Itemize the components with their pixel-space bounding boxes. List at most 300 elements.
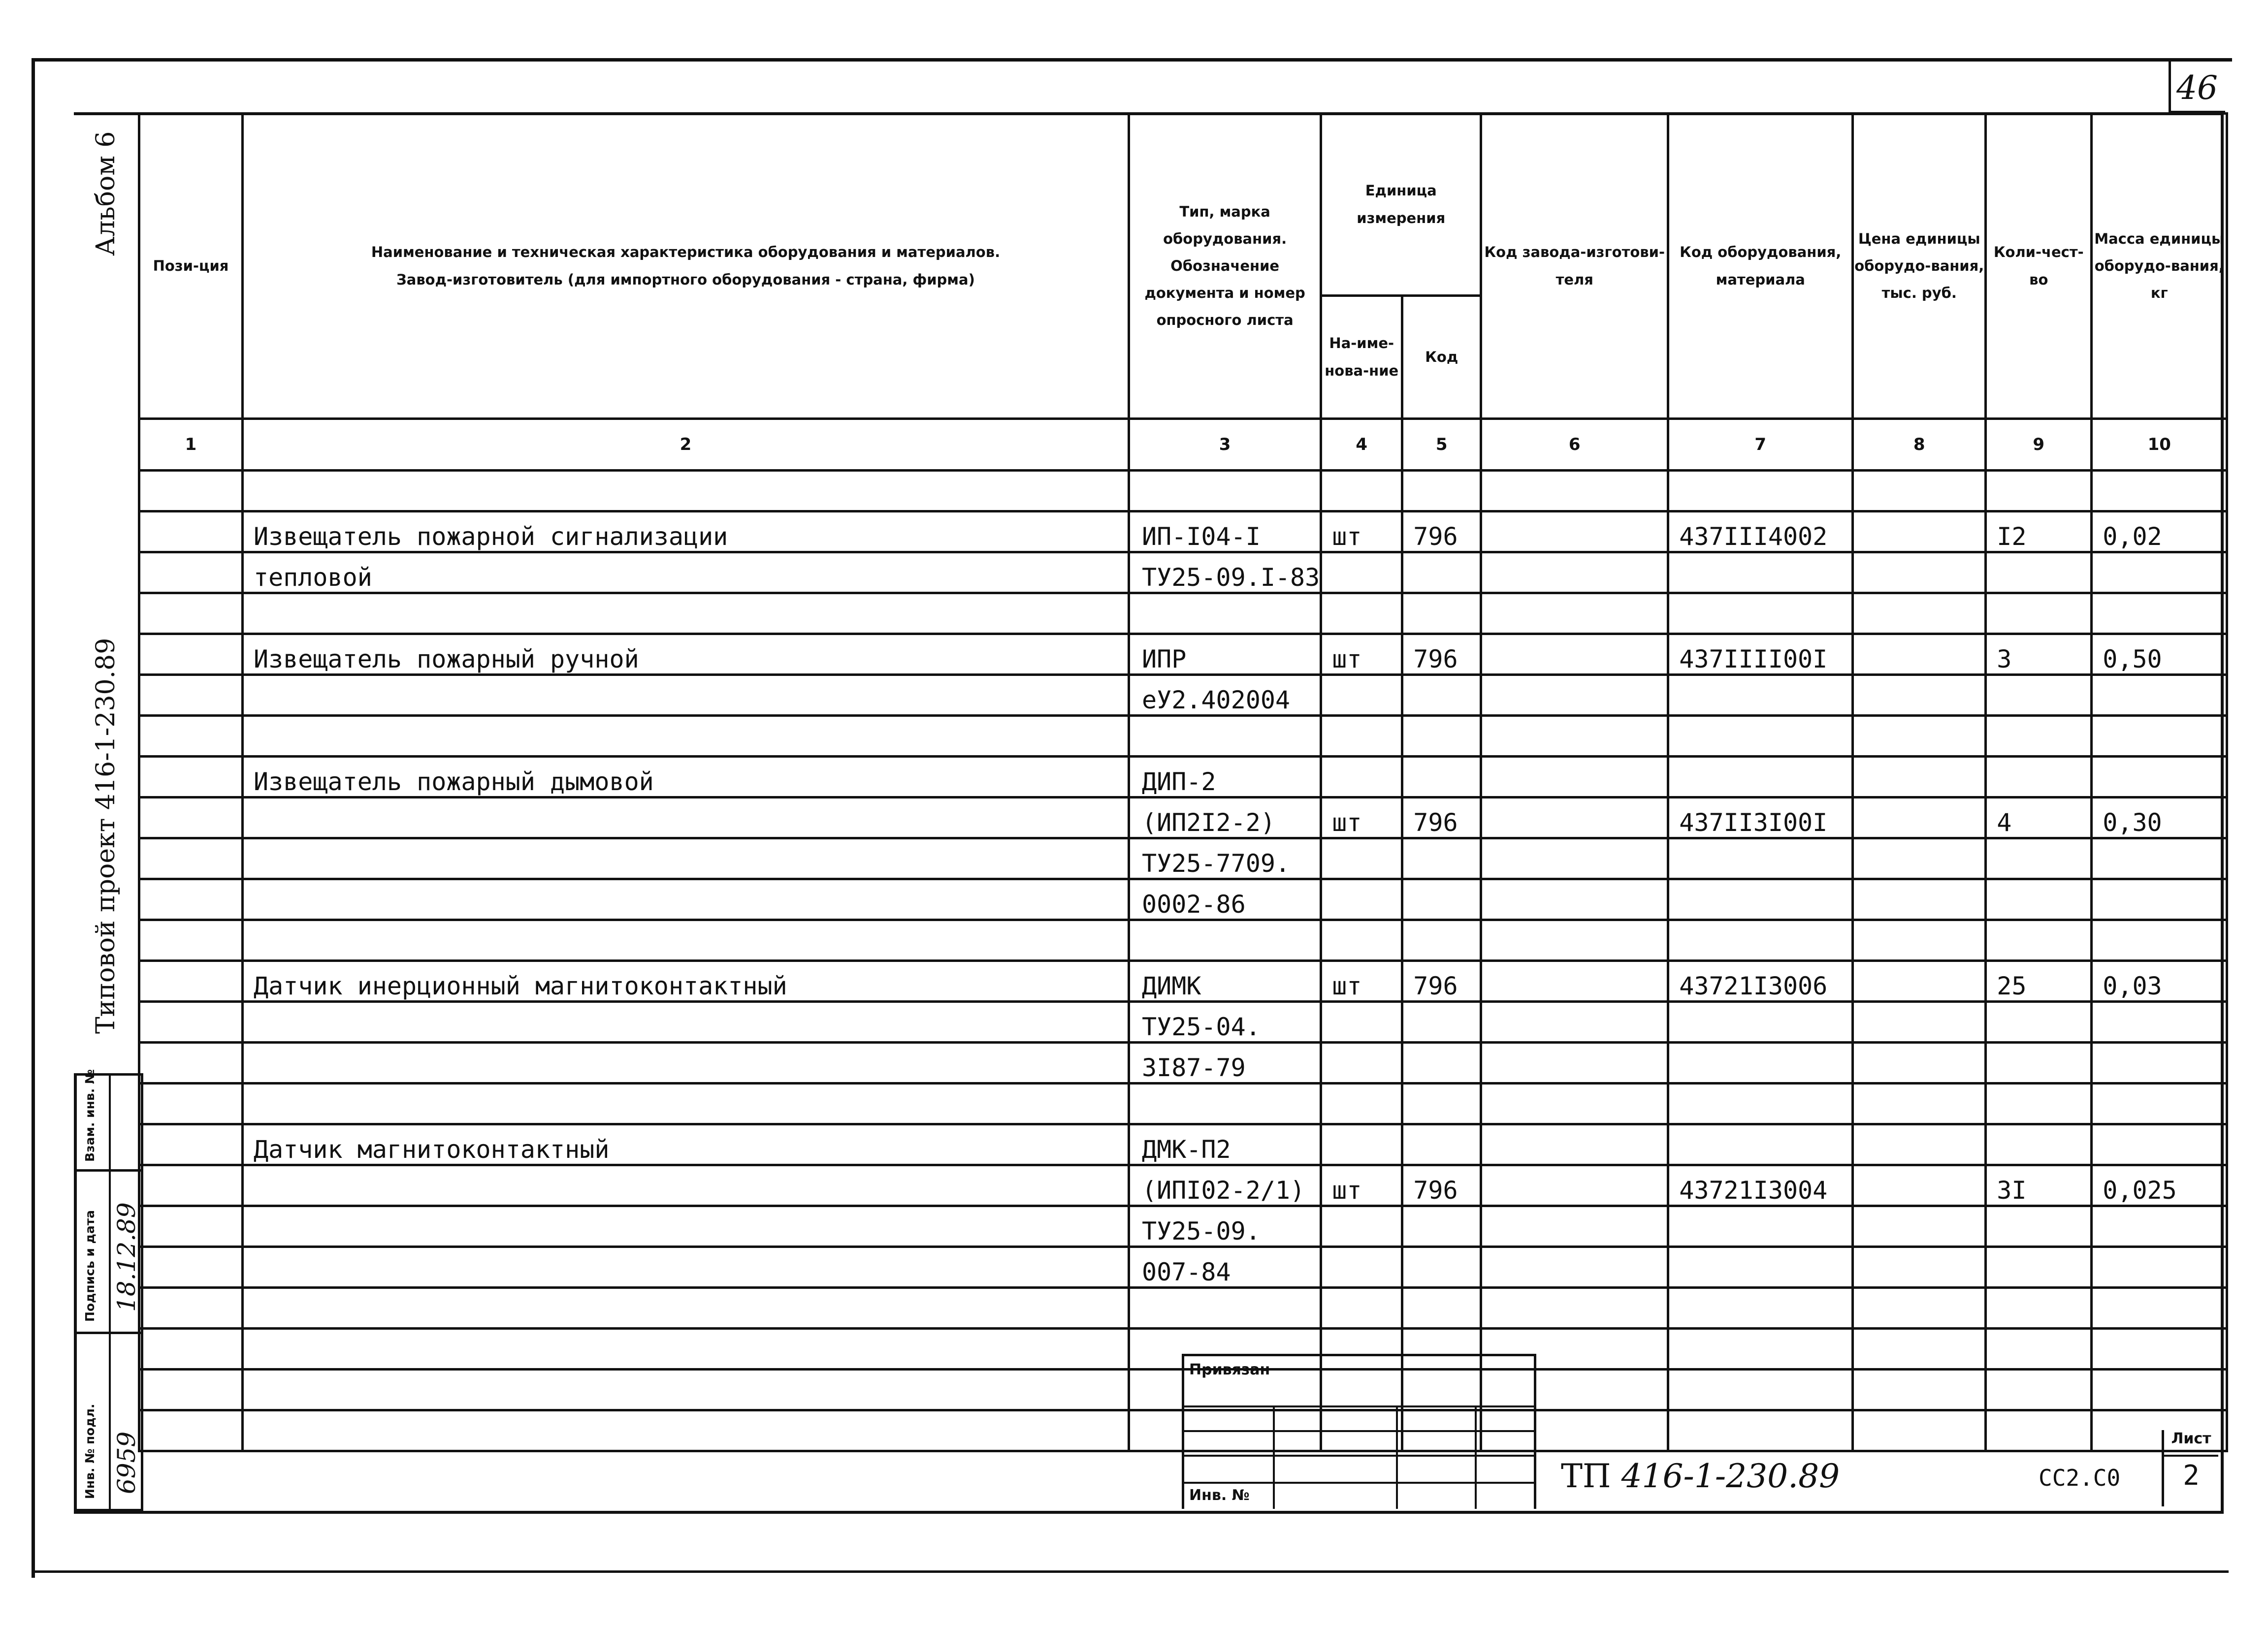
- cell-pos: [139, 961, 243, 1002]
- cell-ecode: [1668, 1002, 1853, 1043]
- cell-qty: [1986, 1002, 2092, 1043]
- cell-qty: 25: [1986, 961, 2092, 1002]
- cell-type: [1129, 1084, 1321, 1124]
- table-row: [139, 1165, 2227, 1206]
- cell-price: [1853, 838, 1986, 879]
- cell-ecode: 43721I3004: [1668, 1165, 1853, 1206]
- cell-code: [1402, 1124, 1481, 1165]
- header-unit-name: На-име-нова-ние: [1321, 296, 1402, 419]
- cell-pos: [139, 1410, 243, 1451]
- cell-name: [243, 1002, 1129, 1043]
- cell-mass: [2092, 757, 2227, 798]
- header-unit: Единица измерения: [1321, 114, 1481, 296]
- cell-name: Извещатель пожарной сигнализации: [243, 511, 1129, 552]
- cell-pos: [139, 879, 243, 920]
- cell-code: [1402, 593, 1481, 634]
- header-mass: Масса единицы оборудо-вания, кг: [2092, 114, 2227, 419]
- cell-ecode: 437II3I00I: [1668, 798, 1853, 838]
- table-row: [139, 1247, 2227, 1288]
- cell-ecode: [1668, 716, 1853, 757]
- table-row: [139, 1002, 2227, 1043]
- cell-mass: 0,30: [2092, 798, 2227, 838]
- cell-price: [1853, 471, 1986, 511]
- cell-qty: [1986, 838, 2092, 879]
- cell-type: 0002-86: [1129, 879, 1321, 920]
- cell-qty: [1986, 1043, 2092, 1084]
- cell-type: ТУ25-09.: [1129, 1206, 1321, 1247]
- cell-name: тепловой: [243, 552, 1129, 593]
- cell-mass: [2092, 1043, 2227, 1084]
- table-row: [139, 1124, 2227, 1165]
- cell-pos: [139, 1124, 243, 1165]
- outer-frame-bottom: [32, 1570, 2229, 1573]
- header-equip-code: Код оборудования, материала: [1668, 114, 1853, 419]
- cell-pos: [139, 511, 243, 552]
- cell-fcode: [1481, 838, 1668, 879]
- header-factory-code: Код завода-изготови-теля: [1481, 114, 1668, 419]
- cell-mass: 0,50: [2092, 634, 2227, 675]
- cell-price: [1853, 1329, 1986, 1370]
- binding-stamp: [1182, 1354, 1536, 1509]
- cell-fcode: [1481, 471, 1668, 511]
- col-num: 8: [1853, 419, 1986, 471]
- cell-qty: [1986, 593, 2092, 634]
- cell-type: ДМК-П2: [1129, 1124, 1321, 1165]
- cell-code: [1402, 471, 1481, 511]
- header-unit-code: Код: [1402, 296, 1481, 419]
- cell-fcode: [1481, 593, 1668, 634]
- cell-price: [1853, 1410, 1986, 1451]
- cell-name: Извещатель пожарный дымовой: [243, 757, 1129, 798]
- header-pos: Пози-ция: [139, 114, 243, 419]
- stamp-vline: [1273, 1405, 1275, 1509]
- cell-unit: [1321, 757, 1402, 798]
- col-num: 6: [1481, 419, 1668, 471]
- table-row: [139, 1206, 2227, 1247]
- cell-mass: [2092, 1288, 2227, 1329]
- cell-code: 796: [1402, 1165, 1481, 1206]
- cell-mass: [2092, 1329, 2227, 1370]
- cell-qty: [1986, 920, 2092, 961]
- cell-code: [1402, 1206, 1481, 1247]
- cell-qty: 4: [1986, 798, 2092, 838]
- cell-qty: 3I: [1986, 1165, 2092, 1206]
- cell-fcode: [1481, 1247, 1668, 1288]
- cell-price: [1853, 1206, 1986, 1247]
- cell-qty: [1986, 1084, 2092, 1124]
- table-row: [139, 552, 2227, 593]
- cell-pos: [139, 552, 243, 593]
- table-row: [139, 1043, 2227, 1084]
- cell-mass: [2092, 593, 2227, 634]
- cell-ecode: [1668, 593, 1853, 634]
- cell-name: [243, 1165, 1129, 1206]
- cell-code: [1402, 1084, 1481, 1124]
- cell-code: [1402, 1288, 1481, 1329]
- side-inv-value: 6959: [112, 1431, 141, 1494]
- cell-price: [1853, 1288, 1986, 1329]
- col-num: 3: [1129, 419, 1321, 471]
- cell-code: [1402, 1247, 1481, 1288]
- cell-unit: [1321, 675, 1402, 716]
- table-row: [139, 920, 2227, 961]
- cell-unit: шт: [1321, 511, 1402, 552]
- list-box: [2162, 1430, 2218, 1506]
- cell-name: [243, 1247, 1129, 1288]
- cell-ecode: [1668, 879, 1853, 920]
- cell-qty: I2: [1986, 511, 2092, 552]
- stamp-privyazan: Привязан: [1189, 1361, 1270, 1378]
- stamp-inv: Инв. №: [1189, 1487, 1250, 1504]
- cell-unit: [1321, 1206, 1402, 1247]
- cell-price: [1853, 1165, 1986, 1206]
- cell-ecode: [1668, 1206, 1853, 1247]
- cell-code: [1402, 757, 1481, 798]
- cell-ecode: [1668, 552, 1853, 593]
- cell-name: Датчик инерционный магнитоконтактный: [243, 961, 1129, 1002]
- table-row: [139, 1288, 2227, 1329]
- cell-type: ИП-I04-I: [1129, 511, 1321, 552]
- cell-code: [1402, 1002, 1481, 1043]
- cell-pos: [139, 675, 243, 716]
- tp-prefix: ТП: [1561, 1457, 1611, 1495]
- cell-type: ТУ25-7709.: [1129, 838, 1321, 879]
- cell-pos: [139, 471, 243, 511]
- cell-unit: шт: [1321, 1165, 1402, 1206]
- col-num: 9: [1986, 419, 2092, 471]
- cell-fcode: [1481, 716, 1668, 757]
- cell-name: [243, 1370, 1129, 1410]
- table-row: [139, 716, 2227, 757]
- col-num: 4: [1321, 419, 1402, 471]
- cell-ecode: [1668, 1043, 1853, 1084]
- cell-name: [243, 1206, 1129, 1247]
- cell-price: [1853, 593, 1986, 634]
- cell-pos: [139, 1043, 243, 1084]
- cell-mass: [2092, 552, 2227, 593]
- cell-fcode: [1481, 879, 1668, 920]
- cell-fcode: [1481, 1043, 1668, 1084]
- header-qty: Коли-чест-во: [1986, 114, 2092, 419]
- cell-pos: [139, 1329, 243, 1370]
- cell-name: [243, 675, 1129, 716]
- cell-type: ТУ25-04.: [1129, 1002, 1321, 1043]
- cell-fcode: [1481, 757, 1668, 798]
- list-label: Лист: [2164, 1430, 2218, 1457]
- cell-pos: [139, 1165, 243, 1206]
- stamp-line: [1184, 1455, 1534, 1457]
- cell-qty: [1986, 471, 2092, 511]
- side-registration-block: [74, 1069, 143, 1511]
- cell-price: [1853, 1247, 1986, 1288]
- cell-fcode: [1481, 1124, 1668, 1165]
- cell-code: 796: [1402, 961, 1481, 1002]
- album-label: Альбом 6: [91, 131, 121, 256]
- cell-ecode: [1668, 920, 1853, 961]
- cell-mass: [2092, 1370, 2227, 1410]
- cell-pos: [139, 1247, 243, 1288]
- cell-mass: 0,02: [2092, 511, 2227, 552]
- cell-unit: [1321, 838, 1402, 879]
- cell-unit: [1321, 593, 1402, 634]
- cell-type: 007-84: [1129, 1247, 1321, 1288]
- cell-pos: [139, 1288, 243, 1329]
- cell-fcode: [1481, 511, 1668, 552]
- cell-name: [243, 1329, 1129, 1370]
- cell-pos: [139, 1084, 243, 1124]
- cell-qty: [1986, 1247, 2092, 1288]
- cell-name: [243, 1043, 1129, 1084]
- cell-price: [1853, 1002, 1986, 1043]
- cell-type: (ИПI02-2/1): [1129, 1165, 1321, 1206]
- cell-qty: 3: [1986, 634, 2092, 675]
- table-row: [139, 634, 2227, 675]
- cell-code: [1402, 716, 1481, 757]
- cell-unit: [1321, 1247, 1402, 1288]
- col-num: 1: [139, 419, 243, 471]
- cell-unit: шт: [1321, 634, 1402, 675]
- page-number: 46: [2176, 69, 2218, 107]
- cell-unit: [1321, 471, 1402, 511]
- cell-qty: [1986, 1124, 2092, 1165]
- cell-ecode: 437IIII00I: [1668, 634, 1853, 675]
- cell-name: Датчик магнитоконтактный: [243, 1124, 1129, 1165]
- cell-type: [1129, 593, 1321, 634]
- cell-type: [1129, 1288, 1321, 1329]
- cell-mass: [2092, 1124, 2227, 1165]
- table-row: [139, 1084, 2227, 1124]
- cell-type: еУ2.402004: [1129, 675, 1321, 716]
- cell-fcode: [1481, 920, 1668, 961]
- col-num: 7: [1668, 419, 1853, 471]
- cell-price: [1853, 716, 1986, 757]
- cell-pos: [139, 798, 243, 838]
- cell-price: [1853, 961, 1986, 1002]
- stamp-line: [1184, 1430, 1534, 1432]
- cell-ecode: [1668, 757, 1853, 798]
- cell-mass: [2092, 471, 2227, 511]
- col-num: 10: [2092, 419, 2227, 471]
- cell-type: ДИМК: [1129, 961, 1321, 1002]
- cell-ecode: [1668, 1410, 1853, 1451]
- stamp-line: [1184, 1482, 1534, 1484]
- cell-price: [1853, 757, 1986, 798]
- cell-price: [1853, 879, 1986, 920]
- cell-unit: [1321, 1288, 1402, 1329]
- cell-type: 3I87-79: [1129, 1043, 1321, 1084]
- col-num: 2: [243, 419, 1129, 471]
- table-row: [139, 675, 2227, 716]
- cell-unit: [1321, 552, 1402, 593]
- cell-unit: шт: [1321, 961, 1402, 1002]
- cell-name: [243, 716, 1129, 757]
- cell-name: [243, 1084, 1129, 1124]
- cell-ecode: [1668, 471, 1853, 511]
- cell-code: 796: [1402, 798, 1481, 838]
- cell-type: [1129, 920, 1321, 961]
- cell-fcode: [1481, 1288, 1668, 1329]
- side-label-vzam: Взам. инв. №: [83, 1069, 97, 1162]
- cell-mass: [2092, 675, 2227, 716]
- cell-fcode: [1481, 1206, 1668, 1247]
- cell-name: [243, 838, 1129, 879]
- cell-pos: [139, 634, 243, 675]
- cell-unit: [1321, 1043, 1402, 1084]
- cell-mass: [2092, 716, 2227, 757]
- cell-ecode: [1668, 1288, 1853, 1329]
- cell-pos: [139, 1206, 243, 1247]
- cell-qty: [1986, 879, 2092, 920]
- cell-type: (ИП2I2-2): [1129, 798, 1321, 838]
- cell-type: ДИП-2: [1129, 757, 1321, 798]
- cell-type: ТУ25-09.I-83: [1129, 552, 1321, 593]
- header-type: Тип, марка оборудования. Обозначение документа и номер опросного листа: [1129, 114, 1321, 419]
- side-date-value: 18.12.89: [112, 1202, 141, 1312]
- cell-price: [1853, 1084, 1986, 1124]
- cell-name: [243, 471, 1129, 511]
- cell-ecode: [1668, 1247, 1853, 1288]
- header-name-line1: Наименование и техническая характеристика оборудования и материалов.: [371, 244, 1001, 261]
- cell-fcode: [1481, 634, 1668, 675]
- cell-code: [1402, 920, 1481, 961]
- table-row: [139, 757, 2227, 798]
- table-row: [139, 879, 2227, 920]
- cell-ecode: [1668, 1370, 1853, 1410]
- cell-price: [1853, 552, 1986, 593]
- cell-mass: [2092, 1206, 2227, 1247]
- cell-type: [1129, 716, 1321, 757]
- sheet-code: СС2.С0: [2039, 1465, 2121, 1491]
- cell-qty: [1986, 1410, 2092, 1451]
- cell-ecode: [1668, 675, 1853, 716]
- header-price: Цена единицы оборудо-вания, тыс. руб.: [1853, 114, 1986, 419]
- cell-fcode: [1481, 1165, 1668, 1206]
- cell-mass: [2092, 838, 2227, 879]
- side-label-podpis: Подпись и дата: [83, 1210, 97, 1322]
- cell-qty: [1986, 1288, 2092, 1329]
- cell-fcode: [1481, 1002, 1668, 1043]
- project-label: Типовой проект 416-1-230.89: [91, 638, 121, 1034]
- header-name-line2: Завод-изготовитель (для импортного оборудования - страна, фирма): [396, 271, 975, 288]
- cell-pos: [139, 1002, 243, 1043]
- list-number: 2: [2183, 1460, 2200, 1492]
- cell-qty: [1986, 1329, 2092, 1370]
- cell-mass: [2092, 920, 2227, 961]
- cell-qty: [1986, 552, 2092, 593]
- side-label-inv: Инв. № подл.: [83, 1404, 97, 1499]
- cell-mass: 0,025: [2092, 1165, 2227, 1206]
- cell-code: [1402, 552, 1481, 593]
- cell-fcode: [1481, 552, 1668, 593]
- table-row: [139, 471, 2227, 511]
- table-row: [139, 961, 2227, 1002]
- cell-name: [243, 593, 1129, 634]
- cell-code: [1402, 838, 1481, 879]
- cell-code: [1402, 1043, 1481, 1084]
- cell-name: [243, 920, 1129, 961]
- cell-qty: [1986, 757, 2092, 798]
- cell-name: [243, 879, 1129, 920]
- cell-ecode: 43721I3006: [1668, 961, 1853, 1002]
- table-body: [139, 471, 2227, 1451]
- table-row: [139, 838, 2227, 879]
- cell-code: [1402, 675, 1481, 716]
- cell-mass: [2092, 1247, 2227, 1288]
- title-block-project: [1561, 1457, 1840, 1495]
- cell-qty: [1986, 1206, 2092, 1247]
- cell-unit: [1321, 920, 1402, 961]
- cell-fcode: [1481, 961, 1668, 1002]
- header-row: [139, 114, 2227, 296]
- cell-pos: [139, 716, 243, 757]
- cell-type: ИПР: [1129, 634, 1321, 675]
- cell-pos: [139, 593, 243, 634]
- table-row: [139, 511, 2227, 552]
- col-num: 5: [1402, 419, 1481, 471]
- cell-qty: [1986, 675, 2092, 716]
- cell-price: [1853, 511, 1986, 552]
- tp-number: 416-1-230.89: [1621, 1457, 1840, 1495]
- cell-code: 796: [1402, 634, 1481, 675]
- cell-ecode: [1668, 1084, 1853, 1124]
- header-name: [243, 114, 1129, 419]
- cell-name: Извещатель пожарный ручной: [243, 634, 1129, 675]
- cell-unit: [1321, 1084, 1402, 1124]
- cell-type: [1129, 471, 1321, 511]
- cell-price: [1853, 920, 1986, 961]
- cell-ecode: [1668, 838, 1853, 879]
- cell-ecode: [1668, 1329, 1853, 1370]
- cell-code: [1402, 879, 1481, 920]
- cell-unit: [1321, 879, 1402, 920]
- cell-price: [1853, 1124, 1986, 1165]
- cell-qty: [1986, 1370, 2092, 1410]
- specification-table: [138, 112, 2228, 1452]
- cell-fcode: [1481, 1084, 1668, 1124]
- cell-name: [243, 798, 1129, 838]
- cell-code: 796: [1402, 511, 1481, 552]
- cell-pos: [139, 1370, 243, 1410]
- cell-mass: [2092, 1084, 2227, 1124]
- cell-ecode: 437III4002: [1668, 511, 1853, 552]
- table-row: [139, 798, 2227, 838]
- cell-price: [1853, 1370, 1986, 1410]
- cell-mass: 0,03: [2092, 961, 2227, 1002]
- cell-fcode: [1481, 798, 1668, 838]
- cell-mass: [2092, 1002, 2227, 1043]
- cell-price: [1853, 798, 1986, 838]
- cell-name: [243, 1288, 1129, 1329]
- cell-price: [1853, 675, 1986, 716]
- stamp-vline: [1396, 1405, 1398, 1509]
- cell-unit: [1321, 1002, 1402, 1043]
- cell-unit: [1321, 1124, 1402, 1165]
- cell-pos: [139, 838, 243, 879]
- cell-mass: [2092, 879, 2227, 920]
- cell-unit: [1321, 716, 1402, 757]
- cell-ecode: [1668, 1124, 1853, 1165]
- cell-unit: шт: [1321, 798, 1402, 838]
- cell-qty: [1986, 716, 2092, 757]
- stamp-vline: [1475, 1405, 1477, 1509]
- cell-pos: [139, 920, 243, 961]
- table-row: [139, 593, 2227, 634]
- column-number-row: [139, 419, 2227, 471]
- cell-pos: [139, 757, 243, 798]
- cell-name: [243, 1410, 1129, 1451]
- cell-price: [1853, 1043, 1986, 1084]
- cell-price: [1853, 634, 1986, 675]
